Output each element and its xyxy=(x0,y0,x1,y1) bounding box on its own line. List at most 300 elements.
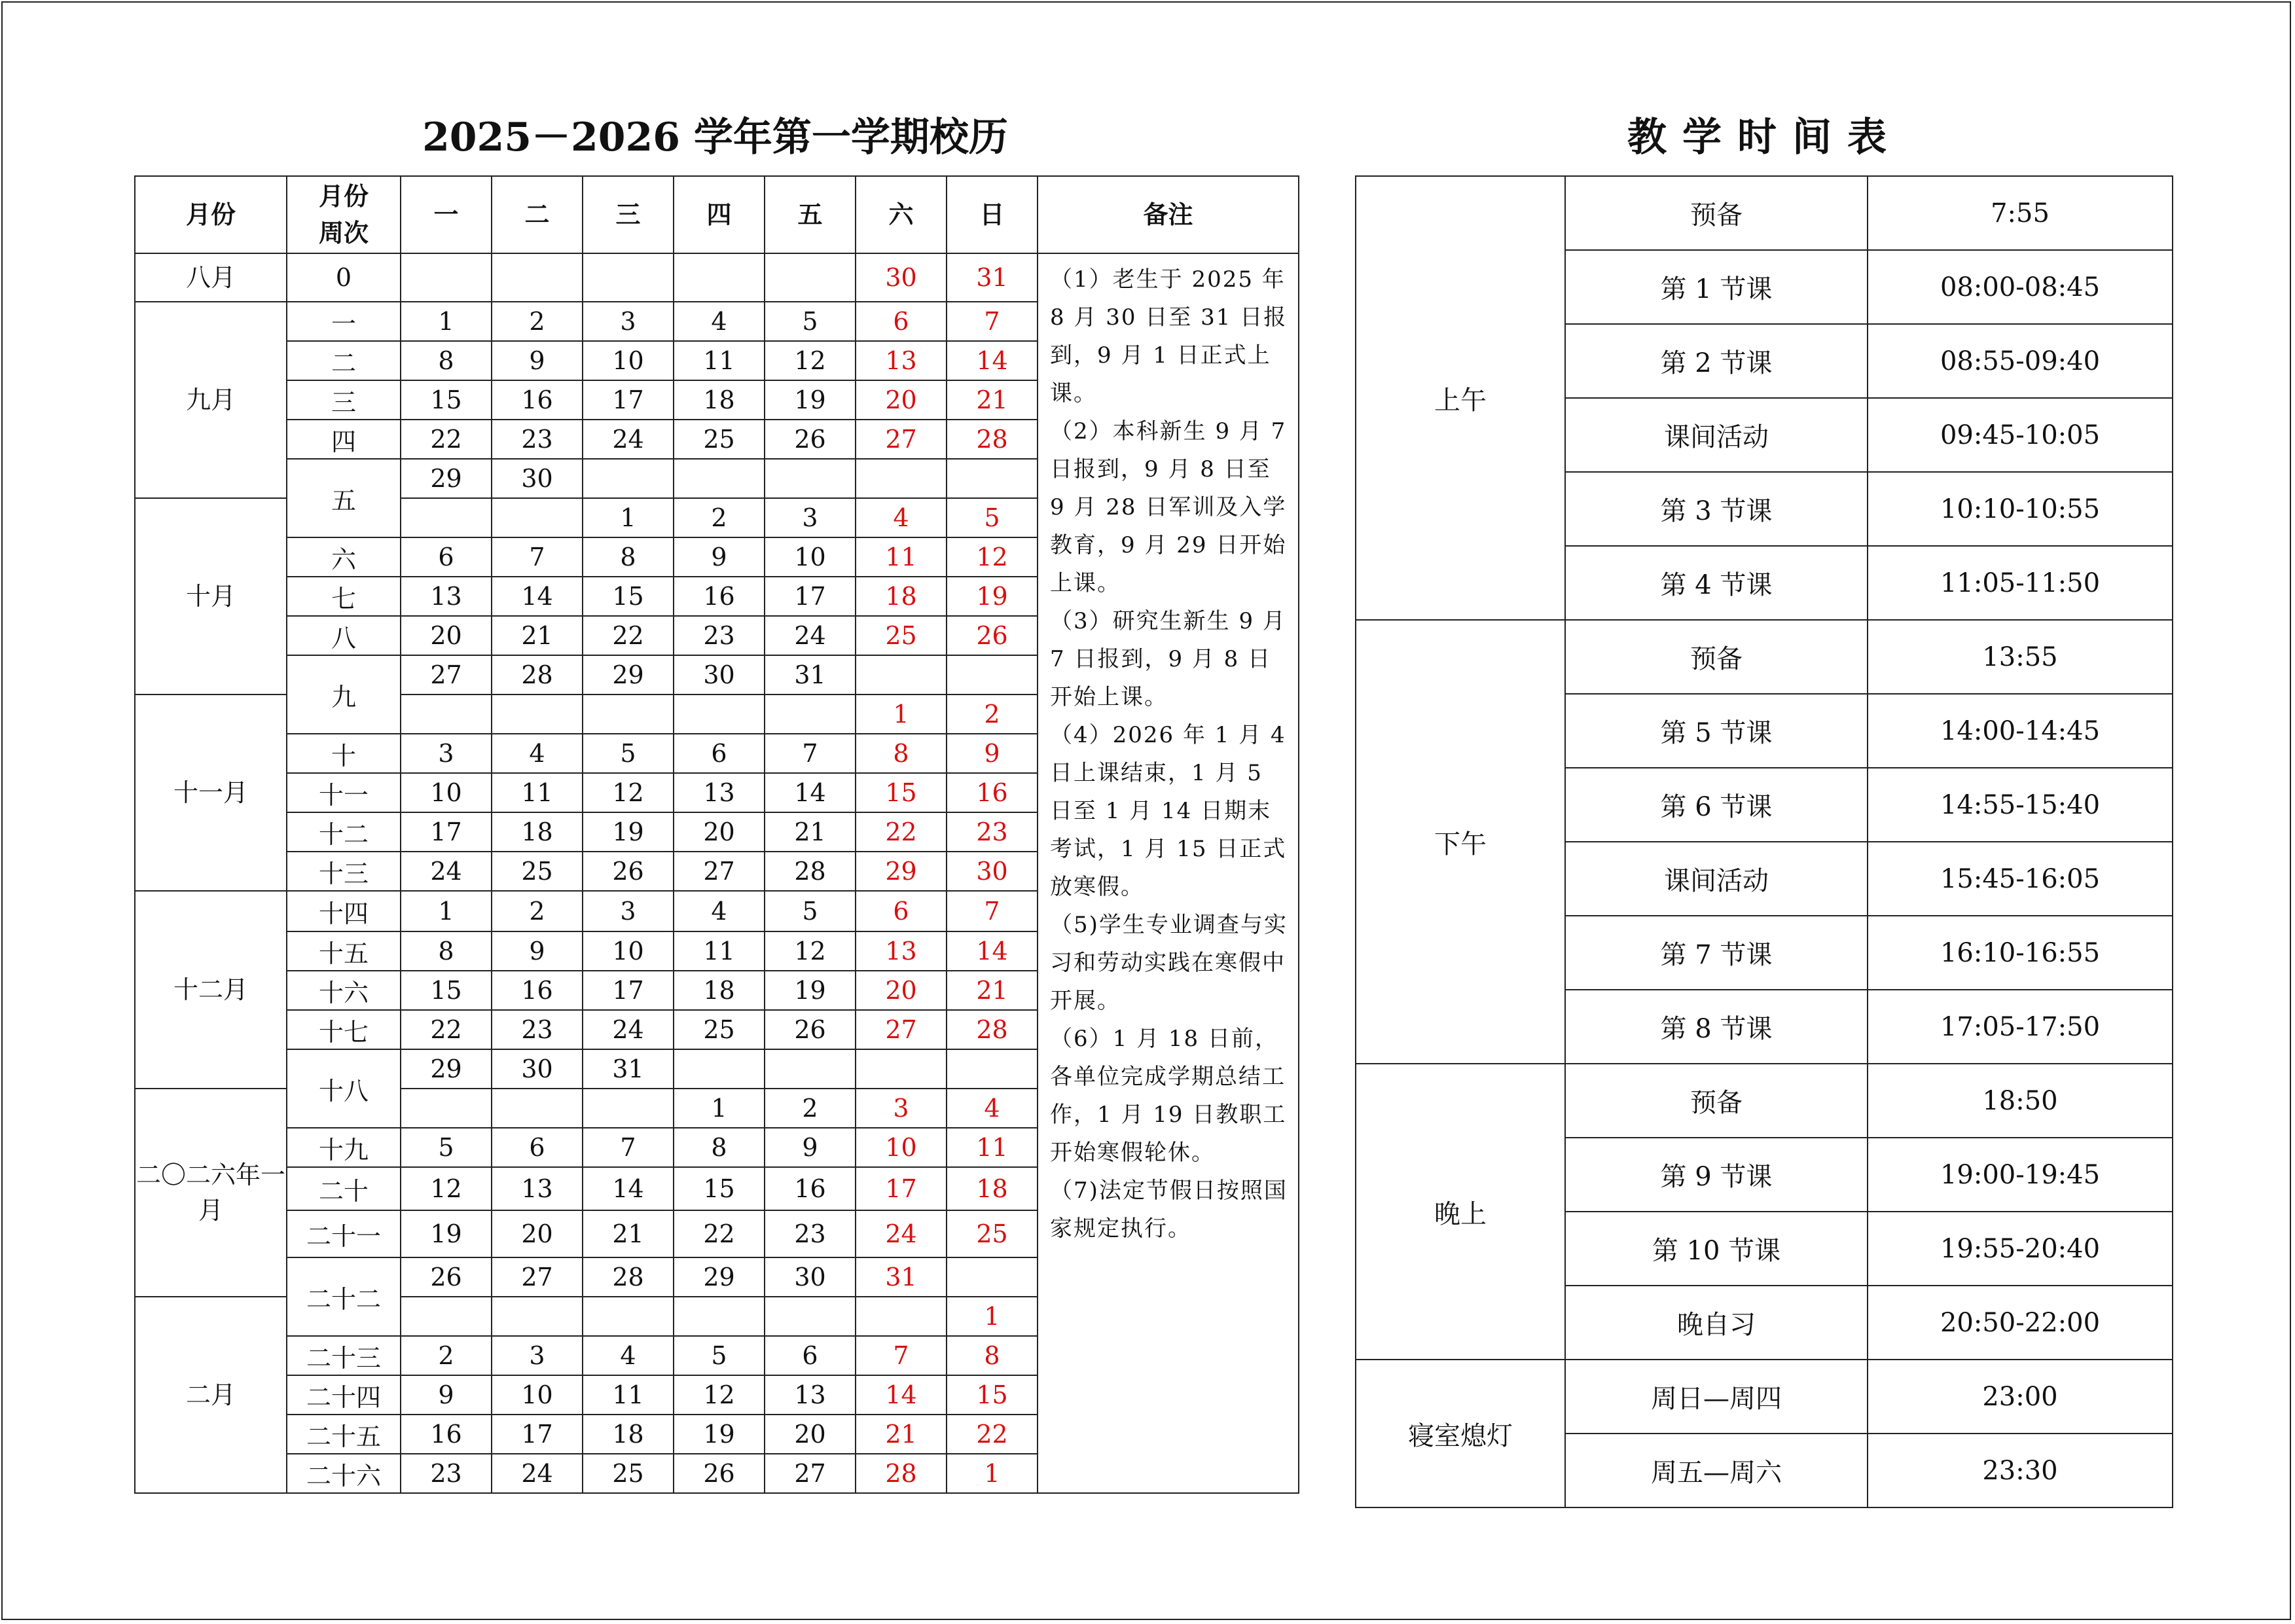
day-cell: 14 xyxy=(947,341,1038,380)
day-cell: 23 xyxy=(674,616,765,655)
day-cell: 28 xyxy=(856,1454,947,1493)
day-cell: 14 xyxy=(583,1167,674,1210)
month-cell: 九月 xyxy=(135,302,287,498)
day-cell: 4 xyxy=(947,1089,1038,1128)
note-item: （5)学生专业调查与实习和劳动实践在寒假中开展。 xyxy=(1050,912,1288,1014)
day-cell: 29 xyxy=(583,655,674,695)
week-cell: 十五 xyxy=(287,931,401,971)
timetable-session-time: 23:30 xyxy=(1868,1434,2173,1507)
timetable-session-time: 13:55 xyxy=(1868,620,2173,694)
day-cell: 12 xyxy=(947,537,1038,577)
day-cell: 14 xyxy=(492,577,583,616)
day-cell: 9 xyxy=(492,931,583,971)
day-cell: 12 xyxy=(765,341,856,380)
day-cell: 13 xyxy=(765,1375,856,1415)
day-cell: 24 xyxy=(765,616,856,655)
day-cell: 22 xyxy=(401,1010,492,1049)
day-cell xyxy=(674,1049,765,1089)
day-cell: 10 xyxy=(583,931,674,971)
week-cell: 十四 xyxy=(287,891,401,931)
day-cell: 12 xyxy=(674,1375,765,1415)
timetable-row xyxy=(1356,176,2173,250)
day-cell: 28 xyxy=(492,655,583,695)
day-cell xyxy=(674,253,765,302)
week-cell: 八 xyxy=(287,616,401,655)
day-cell: 15 xyxy=(401,971,492,1010)
day-cell xyxy=(947,655,1038,695)
header-day-2: 二 xyxy=(492,176,583,253)
day-cell: 28 xyxy=(583,1257,674,1297)
day-cell xyxy=(401,253,492,302)
day-cell: 29 xyxy=(401,1049,492,1089)
day-cell xyxy=(674,459,765,498)
day-cell: 21 xyxy=(947,971,1038,1010)
week-cell: 十七 xyxy=(287,1010,401,1049)
day-cell: 27 xyxy=(674,852,765,891)
day-cell: 12 xyxy=(401,1167,492,1210)
note-item: （1）老生于 2025 年 8 月 30 日至 31 日报到，9 月 1 日正式上课。 xyxy=(1050,266,1288,406)
day-cell xyxy=(765,1297,856,1336)
day-cell xyxy=(492,1297,583,1336)
day-cell xyxy=(583,1089,674,1128)
day-cell xyxy=(856,1297,947,1336)
week-cell: 二十六 xyxy=(287,1454,401,1493)
day-cell xyxy=(765,1049,856,1089)
day-cell: 25 xyxy=(856,616,947,655)
day-cell: 12 xyxy=(765,931,856,971)
day-cell: 14 xyxy=(856,1375,947,1415)
day-cell: 18 xyxy=(947,1167,1038,1210)
day-cell: 26 xyxy=(765,420,856,459)
week-cell: 十八 xyxy=(287,1049,401,1128)
timetable-row xyxy=(1356,1064,2173,1138)
day-cell: 8 xyxy=(856,734,947,773)
timetable-session-label: 课间活动 xyxy=(1565,842,1868,916)
day-cell: 16 xyxy=(674,577,765,616)
day-cell: 10 xyxy=(765,537,856,577)
day-cell xyxy=(856,655,947,695)
day-cell: 4 xyxy=(674,891,765,931)
timetable-session-label: 第 4 节课 xyxy=(1565,546,1868,620)
timetable-session-time: 20:50-22:00 xyxy=(1868,1286,2173,1360)
week-cell: 十 xyxy=(287,734,401,773)
month-cell: 十一月 xyxy=(135,695,287,891)
day-cell: 7 xyxy=(947,891,1038,931)
day-cell xyxy=(947,1049,1038,1089)
day-cell: 22 xyxy=(401,420,492,459)
day-cell: 25 xyxy=(492,852,583,891)
day-cell: 5 xyxy=(947,498,1038,537)
day-cell: 3 xyxy=(583,302,674,341)
day-cell xyxy=(765,695,856,734)
day-cell xyxy=(492,695,583,734)
day-cell: 20 xyxy=(765,1415,856,1454)
day-cell: 5 xyxy=(583,734,674,773)
note-item: （2）本科新生 9 月 7 日报到，9 月 8 日至 9 月 28 日军训及入学教育，9 月 29 日开始上课。 xyxy=(1050,418,1287,596)
timetable-session-label: 第 10 节课 xyxy=(1565,1212,1868,1286)
timetable-period: 上午 xyxy=(1356,176,1565,620)
week-cell: 一 xyxy=(287,302,401,341)
day-cell: 9 xyxy=(947,734,1038,773)
header-day-4: 四 xyxy=(674,176,765,253)
day-cell: 13 xyxy=(401,577,492,616)
timetable-session-label: 第 1 节课 xyxy=(1565,250,1868,324)
day-cell xyxy=(401,1297,492,1336)
day-cell: 30 xyxy=(492,1049,583,1089)
day-cell xyxy=(674,1297,765,1336)
day-cell: 12 xyxy=(583,773,674,812)
day-cell: 28 xyxy=(765,852,856,891)
day-cell: 4 xyxy=(674,302,765,341)
day-cell: 25 xyxy=(583,1454,674,1493)
day-cell: 31 xyxy=(583,1049,674,1089)
day-cell: 17 xyxy=(583,971,674,1010)
day-cell xyxy=(856,459,947,498)
day-cell: 24 xyxy=(583,1010,674,1049)
day-cell: 1 xyxy=(583,498,674,537)
day-cell: 14 xyxy=(947,931,1038,971)
header-day-6: 六 xyxy=(856,176,947,253)
day-cell: 26 xyxy=(674,1454,765,1493)
day-cell: 8 xyxy=(583,537,674,577)
day-cell: 17 xyxy=(583,380,674,420)
day-cell: 1 xyxy=(401,302,492,341)
timetable-session-label: 周日—周四 xyxy=(1565,1360,1868,1434)
day-cell: 21 xyxy=(492,616,583,655)
day-cell: 10 xyxy=(492,1375,583,1415)
day-cell: 7 xyxy=(492,537,583,577)
timetable-session-time: 15:45-16:05 xyxy=(1868,842,2173,916)
day-cell: 3 xyxy=(401,734,492,773)
timetable-session-label: 预备 xyxy=(1565,620,1868,694)
header-notes: 备注 xyxy=(1038,176,1299,253)
day-cell: 5 xyxy=(765,891,856,931)
week-cell: 二十三 xyxy=(287,1336,401,1375)
day-cell: 5 xyxy=(401,1128,492,1167)
day-cell: 8 xyxy=(401,341,492,380)
day-cell: 13 xyxy=(856,341,947,380)
timetable-session-time: 09:45-10:05 xyxy=(1868,398,2173,472)
timetable-session-label: 第 3 节课 xyxy=(1565,472,1868,546)
day-cell: 26 xyxy=(401,1257,492,1297)
day-cell: 21 xyxy=(947,380,1038,420)
timetable-session-label: 预备 xyxy=(1565,1064,1868,1138)
day-cell: 21 xyxy=(765,812,856,852)
day-cell xyxy=(583,253,674,302)
day-cell: 19 xyxy=(765,971,856,1010)
day-cell: 17 xyxy=(401,812,492,852)
week-cell: 四 xyxy=(287,420,401,459)
timetable-session-time: 16:10-16:55 xyxy=(1868,916,2173,990)
day-cell: 14 xyxy=(765,773,856,812)
day-cell: 24 xyxy=(856,1210,947,1257)
day-cell: 6 xyxy=(765,1336,856,1375)
timetable-session-time: 11:05-11:50 xyxy=(1868,546,2173,620)
day-cell: 6 xyxy=(492,1128,583,1167)
day-cell: 15 xyxy=(947,1375,1038,1415)
day-cell xyxy=(583,1297,674,1336)
timetable-session-label: 预备 xyxy=(1565,176,1868,250)
day-cell: 9 xyxy=(674,537,765,577)
day-cell xyxy=(583,459,674,498)
week-cell: 二十四 xyxy=(287,1375,401,1415)
day-cell: 24 xyxy=(401,852,492,891)
day-cell: 23 xyxy=(492,1010,583,1049)
day-cell: 1 xyxy=(947,1454,1038,1493)
week-cell: 二十二 xyxy=(287,1257,401,1336)
week-cell: 二十 xyxy=(287,1167,401,1210)
timetable-session-label: 第 8 节课 xyxy=(1565,990,1868,1064)
day-cell: 27 xyxy=(765,1454,856,1493)
week-cell: 二十五 xyxy=(287,1415,401,1454)
calendar-header-row xyxy=(135,176,1299,253)
day-cell: 28 xyxy=(947,1010,1038,1049)
day-cell: 13 xyxy=(856,931,947,971)
day-cell: 11 xyxy=(674,341,765,380)
day-cell: 3 xyxy=(765,498,856,537)
day-cell: 17 xyxy=(765,577,856,616)
day-cell: 6 xyxy=(856,302,947,341)
day-cell: 18 xyxy=(492,812,583,852)
notes-cell xyxy=(1038,253,1299,1493)
day-cell: 2 xyxy=(492,302,583,341)
week-cell: 六 xyxy=(287,537,401,577)
day-cell: 18 xyxy=(674,380,765,420)
day-cell: 30 xyxy=(765,1257,856,1297)
day-cell: 2 xyxy=(401,1336,492,1375)
day-cell: 7 xyxy=(947,302,1038,341)
day-cell: 26 xyxy=(765,1010,856,1049)
day-cell: 29 xyxy=(856,852,947,891)
teaching-timetable-table xyxy=(1355,175,2173,1508)
day-cell: 24 xyxy=(492,1454,583,1493)
day-cell: 18 xyxy=(583,1415,674,1454)
timetable-session-time: 10:10-10:55 xyxy=(1868,472,2173,546)
month-cell: 十月 xyxy=(135,498,287,695)
day-cell: 15 xyxy=(674,1167,765,1210)
timetable-session-label: 第 7 节课 xyxy=(1565,916,1868,990)
note-item: （4）2026 年 1 月 4 日上课结束，1 月 5 日至 1 月 14 日期末考试，1 月 15 日正式放寒假。 xyxy=(1050,722,1287,900)
day-cell: 31 xyxy=(856,1257,947,1297)
week-cell: 十六 xyxy=(287,971,401,1010)
timetable-session-time: 17:05-17:50 xyxy=(1868,990,2173,1064)
day-cell xyxy=(947,1257,1038,1297)
day-cell xyxy=(492,1089,583,1128)
timetable-session-label: 周五—周六 xyxy=(1565,1434,1868,1507)
timetable-period: 下午 xyxy=(1356,620,1565,1064)
day-cell xyxy=(947,459,1038,498)
week-cell: 十九 xyxy=(287,1128,401,1167)
day-cell: 11 xyxy=(492,773,583,812)
day-cell: 20 xyxy=(674,812,765,852)
day-cell: 27 xyxy=(401,655,492,695)
day-cell: 6 xyxy=(674,734,765,773)
day-cell: 10 xyxy=(856,1128,947,1167)
day-cell: 3 xyxy=(492,1336,583,1375)
day-cell xyxy=(401,695,492,734)
day-cell: 21 xyxy=(856,1415,947,1454)
timetable-session-label: 第 6 节课 xyxy=(1565,768,1868,842)
day-cell xyxy=(492,253,583,302)
note-item: （6）1 月 18 日前，各单位完成学期总结工作，1 月 19 日教职工开始寒假轮休。 xyxy=(1050,1026,1287,1166)
timetable-session-time: 19:55-20:40 xyxy=(1868,1212,2173,1286)
day-cell: 9 xyxy=(401,1375,492,1415)
month-cell: 八月 xyxy=(135,253,287,302)
day-cell xyxy=(674,695,765,734)
day-cell: 23 xyxy=(492,420,583,459)
note-item: （7)法定节假日按照国家规定执行。 xyxy=(1050,1178,1288,1242)
day-cell: 21 xyxy=(583,1210,674,1257)
day-cell: 16 xyxy=(947,773,1038,812)
day-cell: 15 xyxy=(401,380,492,420)
week-cell: 九 xyxy=(287,655,401,734)
day-cell: 17 xyxy=(856,1167,947,1210)
day-cell: 18 xyxy=(674,971,765,1010)
day-cell: 22 xyxy=(674,1210,765,1257)
header-week-line1: 月份 xyxy=(318,181,369,211)
day-cell: 19 xyxy=(674,1415,765,1454)
day-cell: 5 xyxy=(674,1336,765,1375)
day-cell: 3 xyxy=(583,891,674,931)
header-month: 月份 xyxy=(135,176,287,253)
day-cell: 11 xyxy=(583,1375,674,1415)
day-cell xyxy=(765,459,856,498)
week-cell: 七 xyxy=(287,577,401,616)
day-cell: 25 xyxy=(674,1010,765,1049)
day-cell: 2 xyxy=(765,1089,856,1128)
day-cell: 4 xyxy=(492,734,583,773)
day-cell: 30 xyxy=(492,459,583,498)
day-cell: 1 xyxy=(947,1297,1038,1336)
timetable-session-label: 第 9 节课 xyxy=(1565,1138,1868,1212)
timetable-session-time: 7:55 xyxy=(1868,176,2173,250)
day-cell xyxy=(492,498,583,537)
header-week-line2: 周次 xyxy=(318,218,369,247)
calendar-title: 2025－2026 学年第一学期校历 xyxy=(422,115,1008,160)
day-cell: 20 xyxy=(492,1210,583,1257)
day-cell: 23 xyxy=(765,1210,856,1257)
day-cell: 29 xyxy=(401,459,492,498)
timetable-row xyxy=(1356,620,2173,694)
day-cell: 22 xyxy=(947,1415,1038,1454)
day-cell: 28 xyxy=(947,420,1038,459)
day-cell: 9 xyxy=(765,1128,856,1167)
day-cell: 20 xyxy=(401,616,492,655)
day-cell: 23 xyxy=(401,1454,492,1493)
header-day-3: 三 xyxy=(583,176,674,253)
day-cell: 16 xyxy=(492,971,583,1010)
day-cell: 7 xyxy=(583,1128,674,1167)
day-cell: 2 xyxy=(674,498,765,537)
timetable-session-time: 08:00-08:45 xyxy=(1868,250,2173,324)
week-cell: 三 xyxy=(287,380,401,420)
timetable-title: 教学时间表 xyxy=(1627,115,1902,160)
day-cell: 2 xyxy=(947,695,1038,734)
header-day-7: 日 xyxy=(947,176,1038,253)
timetable-session-label: 晚自习 xyxy=(1565,1286,1868,1360)
day-cell: 4 xyxy=(856,498,947,537)
timetable-session-time: 08:55-09:40 xyxy=(1868,324,2173,398)
day-cell: 11 xyxy=(674,931,765,971)
week-cell: 五 xyxy=(287,459,401,537)
day-cell: 8 xyxy=(674,1128,765,1167)
day-cell: 26 xyxy=(947,616,1038,655)
day-cell: 15 xyxy=(856,773,947,812)
day-cell: 10 xyxy=(583,341,674,380)
timetable-session-label: 第 2 节课 xyxy=(1565,324,1868,398)
timetable-session-time: 14:55-15:40 xyxy=(1868,768,2173,842)
day-cell: 31 xyxy=(765,655,856,695)
day-cell: 13 xyxy=(492,1167,583,1210)
note-item: （3）研究生新生 9 月 7 日报到，9 月 8 日开始上课。 xyxy=(1050,608,1286,710)
calendar-row xyxy=(135,253,1299,302)
timetable-session-label: 第 5 节课 xyxy=(1565,694,1868,768)
day-cell: 10 xyxy=(401,773,492,812)
day-cell: 22 xyxy=(583,616,674,655)
day-cell xyxy=(401,498,492,537)
day-cell: 30 xyxy=(947,852,1038,891)
day-cell: 19 xyxy=(401,1210,492,1257)
timetable-period: 寝室熄灯 xyxy=(1356,1360,1565,1507)
month-cell: 十二月 xyxy=(135,891,287,1089)
day-cell xyxy=(401,1089,492,1128)
day-cell xyxy=(583,695,674,734)
day-cell: 5 xyxy=(765,302,856,341)
day-cell: 4 xyxy=(583,1336,674,1375)
day-cell: 13 xyxy=(674,773,765,812)
day-cell: 19 xyxy=(765,380,856,420)
timetable-session-time: 14:00-14:45 xyxy=(1868,694,2173,768)
day-cell: 20 xyxy=(856,971,947,1010)
timetable-session-time: 23:00 xyxy=(1868,1360,2173,1434)
week-cell: 十二 xyxy=(287,812,401,852)
day-cell: 19 xyxy=(583,812,674,852)
timetable-session-label: 课间活动 xyxy=(1565,398,1868,472)
week-cell: 十三 xyxy=(287,852,401,891)
day-cell: 30 xyxy=(674,655,765,695)
day-cell: 16 xyxy=(492,380,583,420)
day-cell: 16 xyxy=(765,1167,856,1210)
header-day-5: 五 xyxy=(765,176,856,253)
day-cell: 11 xyxy=(856,537,947,577)
day-cell: 7 xyxy=(765,734,856,773)
day-cell: 26 xyxy=(583,852,674,891)
day-cell: 8 xyxy=(947,1336,1038,1375)
month-cell: 二〇二六年一月 xyxy=(135,1089,287,1297)
day-cell: 27 xyxy=(856,1010,947,1049)
day-cell: 15 xyxy=(583,577,674,616)
day-cell: 1 xyxy=(401,891,492,931)
day-cell: 1 xyxy=(674,1089,765,1128)
day-cell: 30 xyxy=(856,253,947,302)
week-cell: 二 xyxy=(287,341,401,380)
day-cell: 11 xyxy=(947,1128,1038,1167)
day-cell: 8 xyxy=(401,931,492,971)
timetable-session-time: 19:00-19:45 xyxy=(1868,1138,2173,1212)
day-cell: 9 xyxy=(492,341,583,380)
day-cell: 2 xyxy=(492,891,583,931)
day-cell: 24 xyxy=(583,420,674,459)
day-cell xyxy=(856,1049,947,1089)
day-cell: 23 xyxy=(947,812,1038,852)
day-cell: 27 xyxy=(492,1257,583,1297)
day-cell: 31 xyxy=(947,253,1038,302)
day-cell: 29 xyxy=(674,1257,765,1297)
timetable-period: 晚上 xyxy=(1356,1064,1565,1360)
day-cell: 1 xyxy=(856,695,947,734)
day-cell: 6 xyxy=(401,537,492,577)
timetable-row xyxy=(1356,1360,2173,1434)
